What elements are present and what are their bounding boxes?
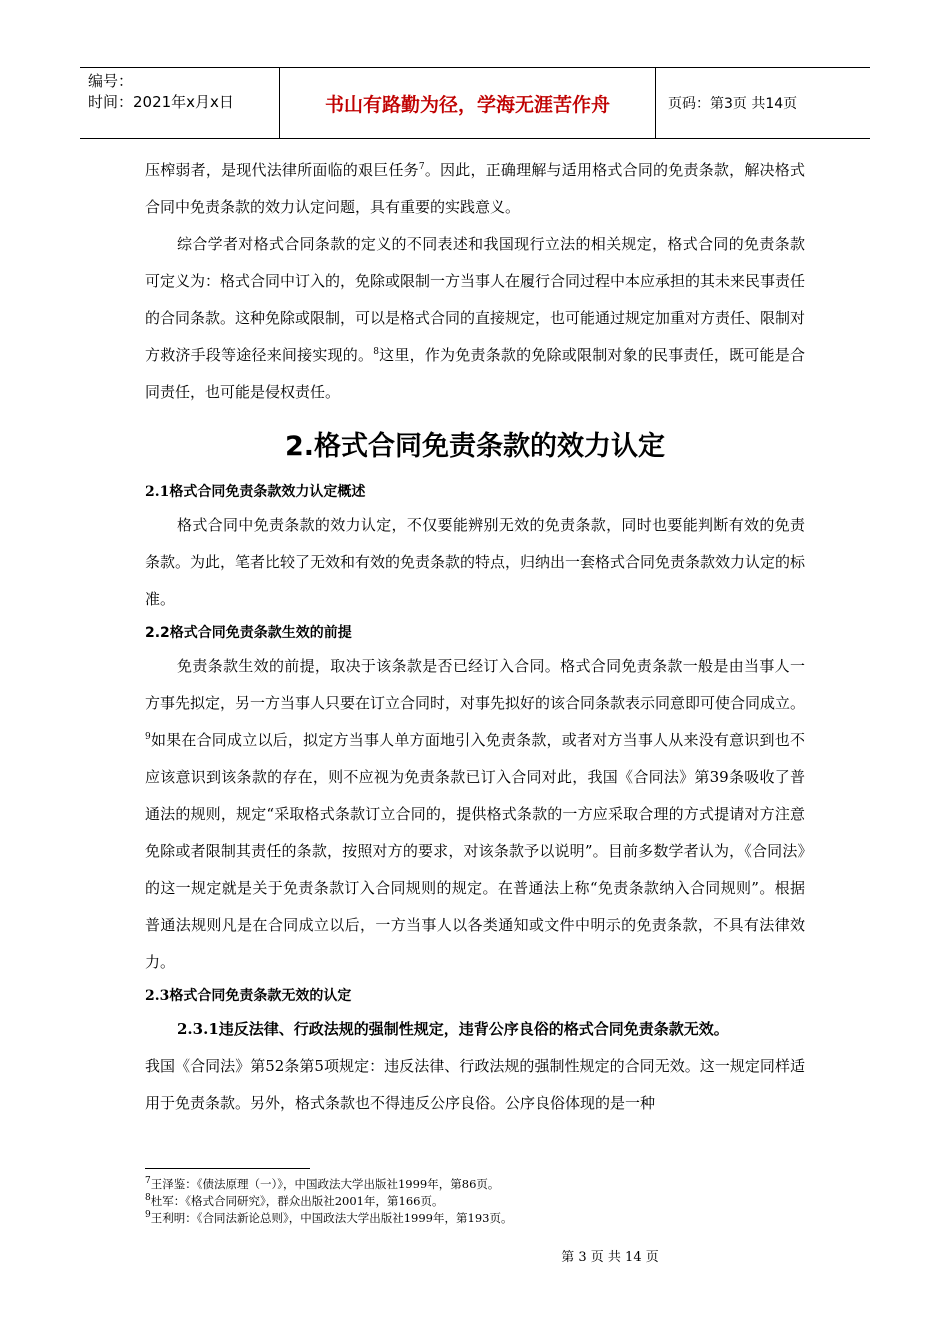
time-label: 时间：2021年x月x日 (88, 93, 234, 111)
section-heading: 2.格式合同免责条款的效力认定 (284, 431, 666, 462)
footnote-divider (145, 1168, 310, 1169)
paragraph-4: 免责条款生效的前提，取决于该条款是否已经订入合同。格式合同免责条款一般是由当事人一方事先拟定，另一方当事人只要在订立合同时，对事先拟好的该合同条款表示同意即可使合同成立。$^9$如果在合同成立以后，拟定方当事人单方面地引入免责条款，或者对方当事人从来没有意识到也不应该意识到该条款的存在，则不应视为免责条款已订入合同对此，我国《合同法》第39条吸收了普通法的规则，规定“采取格式条款订立合同的，提供格式条款的一方应采取合理的方式提请对方注意免除或者限制其责任的条款，按照对方的要求，对该条款予以说明”。目前多数学者认为，《合同法》的这一规定就是关于免责条款订入合同规则的规定。在普通法上称“免责条款纳入合同规则”。根据普通法规则凡是在合同成立以后，一方当事人以各类通知或文件中明示的免责条款，不具有法律效力。 (145, 657, 806, 971)
subsection-heading-2-1: 2.1格式合同免责条款效力认定概述 (145, 484, 366, 500)
paragraph-5: 我国《合同法》第52条第5项规定：违反法律、行政法规的强制性规定的合同无效。这一规定同样适用于免责条款。另外，格式条款也不得违反公序良俗。公序良俗体现的是一种 (145, 1057, 805, 1112)
footnote: $^9$王利明：《合同法新论总则》，中国政法大学出版社1999年，第193页。 (145, 1210, 513, 1225)
footnote: $^7$王泽鉴：《债法原理（一）》，中国政法大学出版社1999年，第86页。 (145, 1176, 500, 1191)
footnote-ref-8: 8 (373, 347, 379, 357)
motto: 书山有路勤为径，学海无涯苦作舟 (280, 68, 656, 138)
subsubsection-heading-2-3-1: 2.3.1违反法律、行政法规的强制性规定，违背公序良俗的格式合同免责条款无效。 (177, 1020, 729, 1038)
footnotes (145, 1176, 805, 1227)
subsection-heading-2-3: 2.3格式合同免责条款无效的认定 (145, 988, 352, 1004)
document-body (145, 152, 805, 1122)
page-footer: 第 3 页 共 14 页 (561, 1250, 659, 1265)
header-left-cell (80, 68, 280, 138)
page-label: 页码：第3页 共14页 (668, 96, 798, 112)
footnote: $^8$杜军：《格式合同研究》，群众出版社2001年，第166页。 (145, 1193, 444, 1208)
paragraph-2: 综合学者对格式合同条款的定义的不同表述和我国现行立法的相关规定，格式合同的免责条款可定义为：格式合同中订入的，免除或限制一方当事人在履行合同过程中本应承担的其未来民事责任的合同条款。这种免除或限制，可以是格式合同的直接规定，也可能通过规定加重对方责任、限制对方救济手段等途径来间接实现的。$^8$这里，作为免责条款的免除或限制对象的民事责任，既可能是合同责任，也可能是侵权责任。 (145, 235, 806, 401)
paragraph-1: 压榨弱者，是现代法律所面临的艰巨任务$^7$。因此，正确理解与适用格式合同的免责条款，解决格式合同中免责条款的效力认定问题，具有重要的实践意义。 (145, 161, 805, 216)
footnote-ref-9: 9 (145, 732, 151, 742)
paragraph-3: 格式合同中免责条款的效力认定，不仅要能辨别无效的免责条款，同时也要能判断有效的免责条款。为此，笔者比较了无效和有效的免责条款的特点，归纳出一套格式合同免责条款效力认定的标准。 (145, 516, 806, 608)
subsection-heading-2-2: 2.2格式合同免责条款生效的前提 (145, 625, 352, 641)
page-header (80, 67, 870, 139)
number-label: 编号： (88, 72, 134, 90)
footnote-ref-7: 7 (418, 162, 425, 172)
